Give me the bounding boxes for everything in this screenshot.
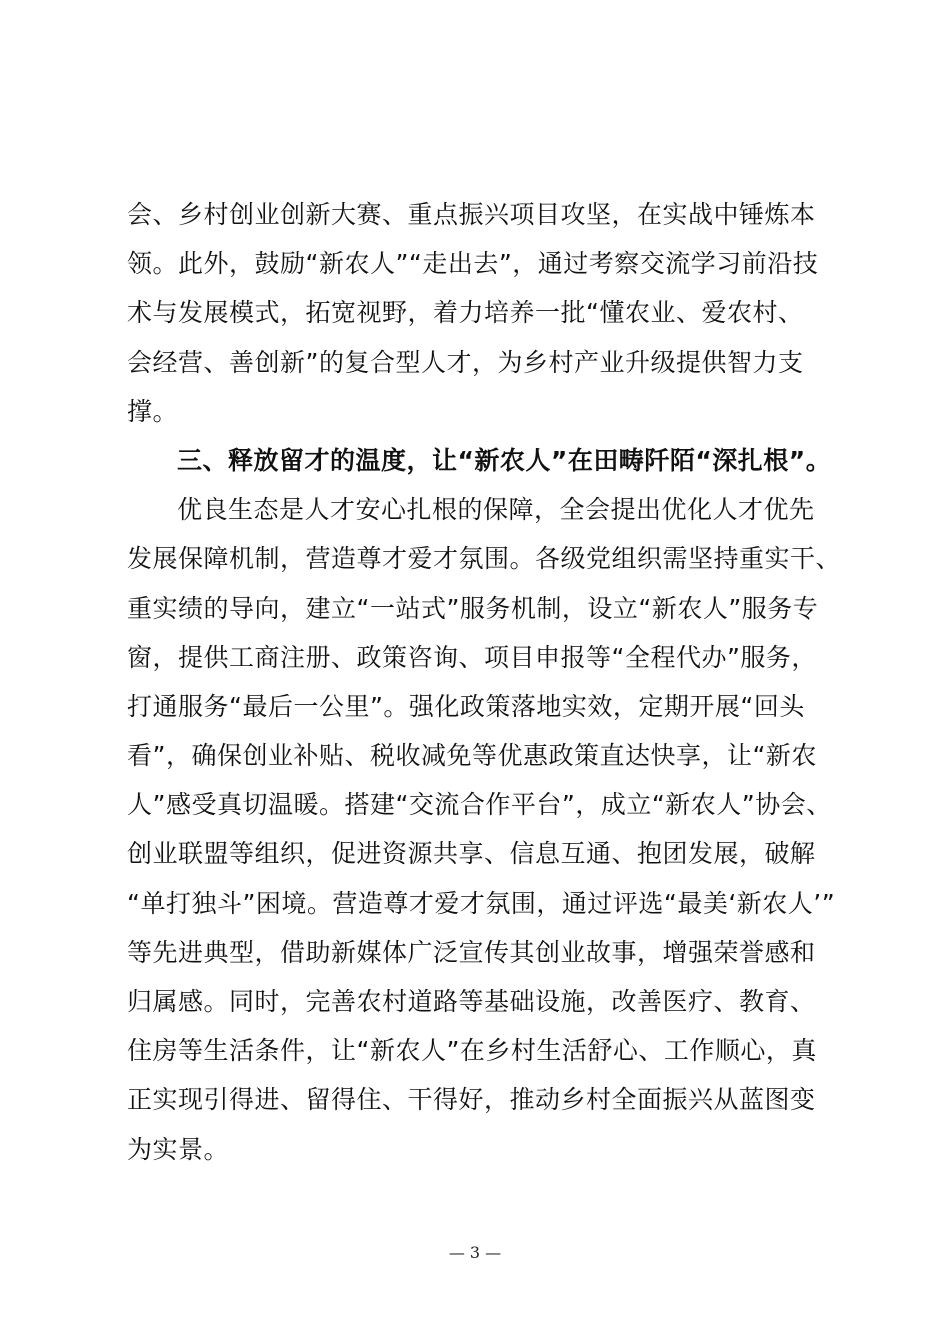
text-line: 打通服务“最后一公里”。强化政策落地实效，定期开展“回头 [127,691,805,721]
text-line: 住房等生活条件，让“新农人”在乡村生活舒心、工作顺心，真 [127,1036,817,1066]
text-line: 正实现引得进、留得住、干得好，推动乡村全面振兴从蓝图变 [127,1085,816,1115]
text-line: 为实景。 [127,1134,230,1164]
page-number: — 3 — [448,1243,502,1262]
text-line: 优良生态是人才安心扎根的保障，全会提出优化人才优先 [177,495,815,525]
document-body [127,190,842,1174]
text-line: 发展保障机制，营造尊才爱才氛围。各级党组织需坚持重实干、 [127,544,842,574]
text-line: 等先进典型，借助新媒体广泛宣传其创业故事，增强荣誉感和 [127,937,816,967]
text-line: 重实绩的导向，建立“一站式”服务机制，设立“新农人”服务专 [127,593,819,623]
text-line: 领。此外，鼓励“新农人”“走出去”，通过考察交流学习前沿技 [127,249,819,279]
text-line: 创业联盟等组织，促进资源共享、信息互通、抱团发展，破解 [127,839,816,869]
section-heading: 三、释放留才的温度，让“新农人”在田畴阡陌“深扎根”。 [177,445,832,475]
text-line: 会、乡村创业创新大赛、重点振兴项目攻坚，在实战中锤炼本 [127,200,816,229]
text-line: 窗，提供工商注册、政策咨询、项目申报等“全程代办”服务， [127,642,817,672]
text-line: 看”，确保创业补贴、税收减免等优惠政策直达快享，让“新农 [127,741,817,771]
text-line: 会经营、善创新”的复合型人才，为乡村产业升级提供智力支 [127,347,804,377]
text-line: 撑。 [127,396,179,426]
text-line: 归属感。同时，完善农村道路等基础设施，改善医疗、教育、 [127,987,816,1016]
text-line: 人”感受真切温暖。搭建“交流合作平台”，成立“新农人”协会、 [127,790,832,820]
text-line: 术与发展模式，拓宽视野，着力培养一批“懂农业、爱农村、 [127,298,804,328]
text-line: “单打独斗”困境。营造尊才爱才氛围，通过评选“最美‘新农人’” [127,888,836,918]
